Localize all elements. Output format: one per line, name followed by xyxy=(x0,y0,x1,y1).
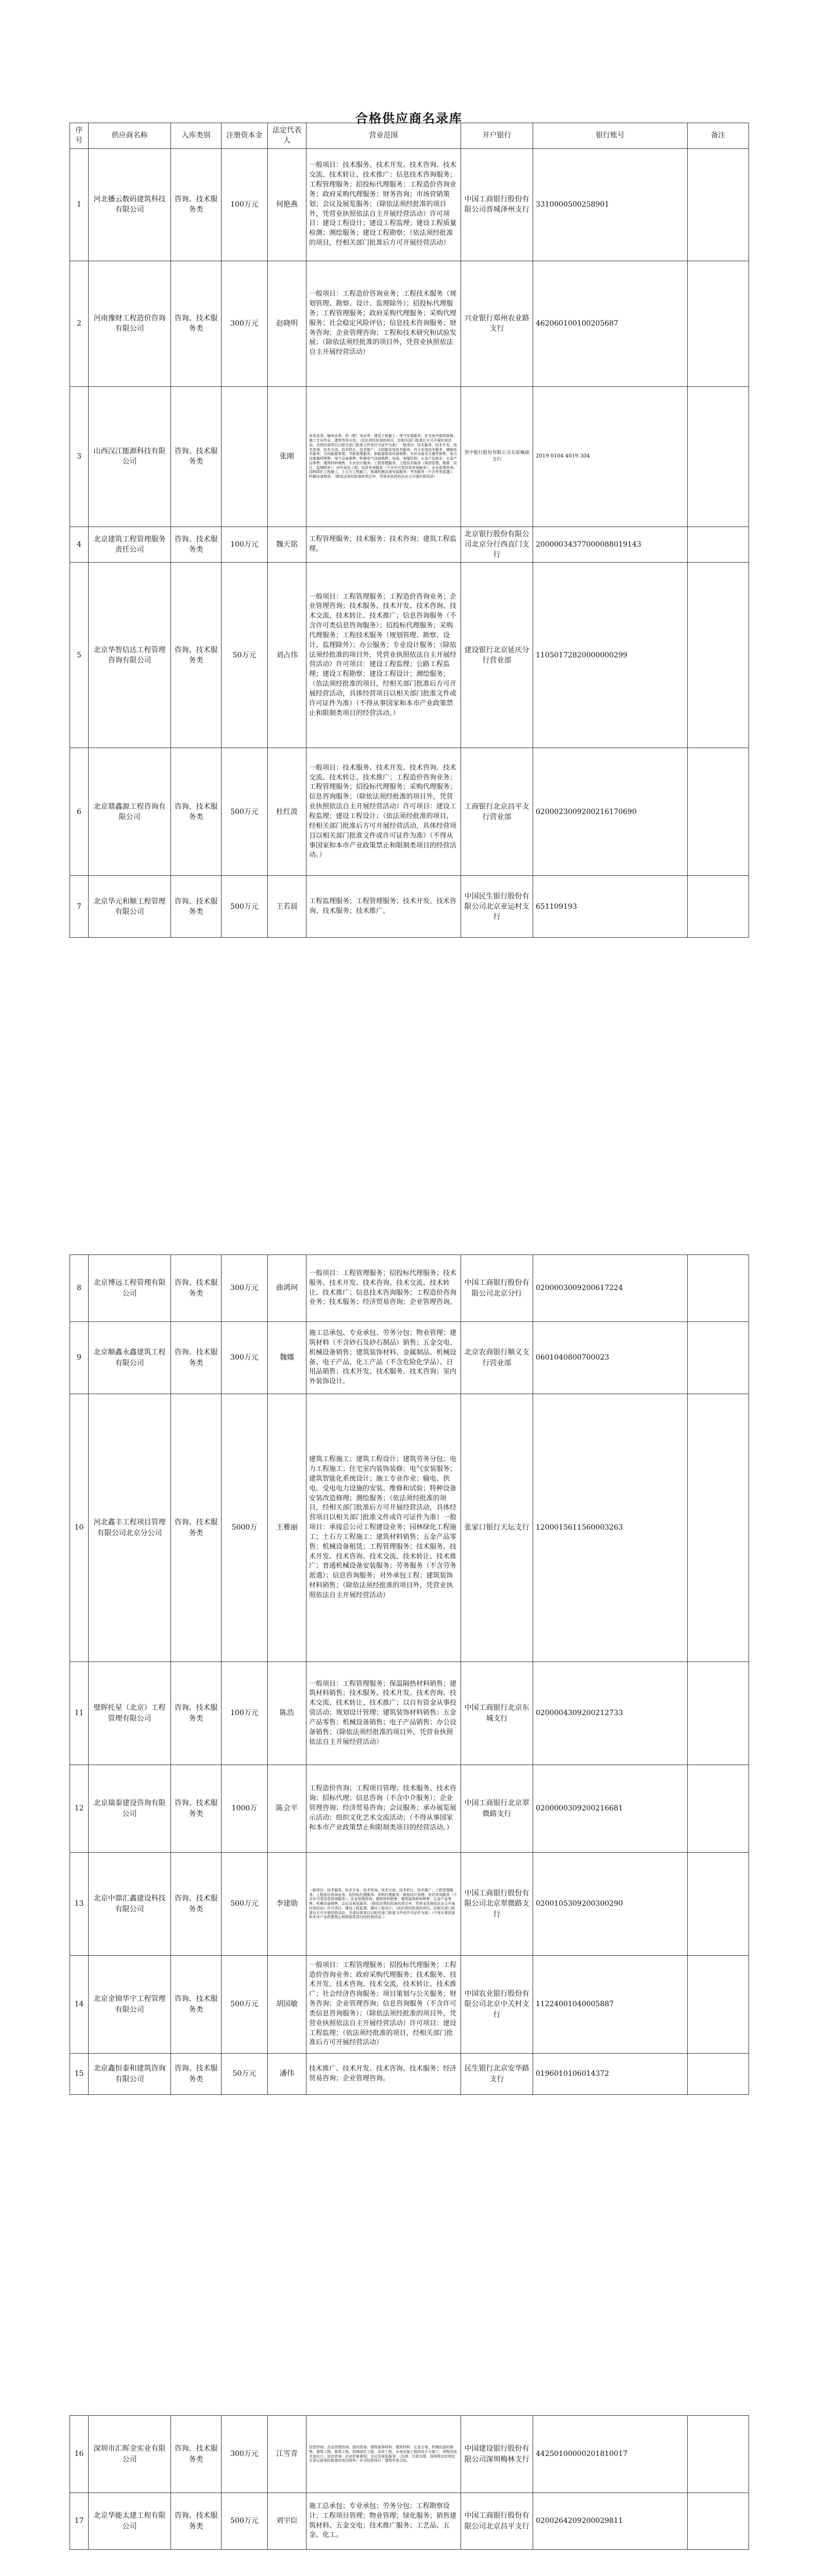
cell-business-scope: 工程造价咨询；工程项目管理；技术服务、技术咨询；招标代理；信息咨询（不含中介服务）；企业管理咨询；经济贸易咨询；会议服务；承办展览展示活动；组织文化艺术交流活动；（不得从事国家和本市产业政策禁止和限制类项目的经营活动。） xyxy=(306,1765,461,1853)
cell-supplier-name: 北京华智信达工程管理咨询有限公司 xyxy=(89,563,171,748)
table-row xyxy=(70,1255,749,1322)
header-name: 供应商名称 xyxy=(89,123,171,149)
header-category: 入库类别 xyxy=(171,123,221,149)
cell-category: 咨询、技术服务类 xyxy=(171,2416,221,2493)
table-header-row xyxy=(70,123,749,149)
cell-account: 11050172820000000299 xyxy=(533,563,688,748)
cell-supplier-name: 河北播云数码建筑科技有限公司 xyxy=(89,148,171,261)
cell-legal-rep: 胡国敏 xyxy=(268,1956,306,2054)
cell-category: 咨询、技术服务类 xyxy=(171,148,221,261)
cell-category: 咨询、技术服务类 xyxy=(171,1662,221,1765)
cell-no: 10 xyxy=(70,1394,89,1662)
cell-capital: 100万元 xyxy=(221,1662,268,1765)
cell-bank: 建设银行北京延庆分行营业部 xyxy=(461,563,533,748)
cell-business-scope: 发电业务、输电业务、供（配）电业务；建设工程施工；电气安装服务；住宅室内装饰装修；施工专业作业；建筑劳务分包。（依法须经批准的项目，经相关部门批准后方可开展经营活动，具体经营项目以相关部门批准文件或许可证件为准）一般项目：技术服务、技术开发、技术咨询、技术交流、技术转让、技术推广；太阳能发电技术服务；风力发电技术服务；储能技术服务；合同能源管理；节能管理服务；新能源原动设备销售；光伏设备及元器件销售；电力设施器材销售；电气设备销售；机械电气设备销售；电线、电缆经营；五金产品批发；五金产品零售；建筑材料销售；专业设计服务；工程管理服务；工程技术服务（规划管理、勘察、设计、监理除外）；对外承包工程；信息咨询服务（不含许可类信息咨询服务）；企业管理咨询；园林绿化工程施工；土石方工程施工；普通机械设备安装服务；劳务服务（不含劳务派遣）；机械设备租赁。（除依法须经批准的项目外，凭营业执照依法自主开展经营活动） xyxy=(306,386,461,527)
table-row xyxy=(70,2054,749,2095)
cell-capital: 5000万 xyxy=(221,1394,268,1662)
header-legal-rep: 法定代表人 xyxy=(268,123,306,149)
cell-supplier-name: 北京建筑工程管理服务责任公司 xyxy=(89,527,171,563)
cell-category: 咨询、技术服务类 xyxy=(171,876,221,938)
cell-supplier-name: 北京金锦华宇工程管理有限公司 xyxy=(89,1956,171,2054)
table-row xyxy=(70,2416,749,2493)
cell-bank: 北京银行股份有限公司北京分行西直门支行 xyxy=(461,527,533,563)
cell-business-scope: 一般项目：技术服务、技术开发、技术咨询、技术交流、技术转让、技术推广；工程造价咨询业务；工程管理服务；招投标代理服务；采购代理服务；信息咨询服务；（除依法须经批准的项目外，凭营业执照依法自主开展经营活动）许可项目：建设工程监理；建设工程设计；（依法须经批准的项目，经相关部门批准后方可开展经营活动，具体经营项目以相关部门批准文件或许可证件为准）（不得从事国家和本市产业政策禁止和限制类项目的经营活动。） xyxy=(306,748,461,876)
table-row xyxy=(70,261,749,386)
cell-no: 6 xyxy=(70,748,89,876)
cell-capital: 1000万 xyxy=(221,1765,268,1853)
cell-supplier-name: 山西汉江能源科技有限公司 xyxy=(89,386,171,527)
cell-business-scope: 一般项目：工程管理服务；保温隔热材料销售；建筑材料销售；技术服务、技术开发、技术咨询、技术交流、技术转让、技术推广；以自有资金从事投资活动；规划设计管理；建筑装饰材料销售；五金产品零售；机械设备销售；电子产品销售；办公设备销售；（除依法须经批准的项目外，凭营业执照依法自主开展经营活动） xyxy=(306,1662,461,1765)
cell-supplier-name: 北京华能太建工程有限公司 xyxy=(89,2493,171,2550)
table-row xyxy=(70,748,749,876)
cell-legal-rep: 张刚 xyxy=(268,386,306,527)
cell-no: 1 xyxy=(70,148,89,261)
cell-note xyxy=(688,2493,749,2550)
supplier-table-page-2 xyxy=(70,1255,749,2095)
cell-account: 0200264209200029811 xyxy=(533,2493,688,2550)
cell-note xyxy=(688,1956,749,2054)
cell-bank: 张家口银行天坛支行 xyxy=(461,1394,533,1662)
cell-business-scope: 一般项目：工程管理服务；招投标代理服务；技术服务、技术开发、技术咨询、技术交流、技术转让、技术推广；信息技术咨询服务；工程造价咨询业务；技术服务；经济贸易咨询；企业管理咨询。 xyxy=(306,1255,461,1322)
table-row xyxy=(70,1956,749,2054)
cell-supplier-name: 河北鑫丰工程项目管理有限公司北京分公司 xyxy=(89,1394,171,1662)
cell-supplier-name: 北京鑫恒泰和建筑咨询有限公司 xyxy=(89,2054,171,2095)
cell-capital: 300万元 xyxy=(221,1322,268,1394)
cell-legal-rep: 何艳燕 xyxy=(268,148,306,261)
cell-supplier-name: 北京华元和顺工程管理有限公司 xyxy=(89,876,171,938)
cell-bank: 中国建设银行股份有限公司深圳梅林支行 xyxy=(461,2416,533,2493)
cell-no: 17 xyxy=(70,2493,89,2550)
cell-business-scope: 技术推广、技术开发、技术咨询、技术服务；经济贸易咨询；企业管理咨询。 xyxy=(306,2054,461,2095)
cell-no: 9 xyxy=(70,1322,89,1394)
header-no: 序号 xyxy=(70,123,89,149)
supplier-table-page-3 xyxy=(70,2415,749,2550)
cell-capital: 100万元 xyxy=(221,527,268,563)
cell-capital: 500万元 xyxy=(221,1956,268,2054)
cell-bank: 中国农业银行股份有限公司北京中关村支行 xyxy=(461,1956,533,2054)
cell-no: 11 xyxy=(70,1662,89,1765)
cell-note xyxy=(688,1853,749,1956)
cell-capital: 100万元 xyxy=(221,148,268,261)
cell-legal-rep: 陈会平 xyxy=(268,1765,306,1853)
cell-note xyxy=(688,1255,749,1322)
cell-bank: 兴业银行郑州农业路支行 xyxy=(461,261,533,386)
cell-account: 0196010106014372 xyxy=(533,2054,688,2095)
cell-no: 16 xyxy=(70,2416,89,2493)
cell-legal-rep: 李建勋 xyxy=(268,1853,306,1956)
cell-capital: 500万元 xyxy=(221,2493,268,2550)
cell-capital: 300万元 xyxy=(221,2416,268,2493)
cell-legal-rep: 曲鸿珂 xyxy=(268,1255,306,1322)
header-account: 银行账号 xyxy=(533,123,688,149)
cell-note xyxy=(688,1394,749,1662)
cell-business-scope: 投资咨询、企业管理咨询、国内贸易；建筑装饰材料、建筑材料、五金交电、机械设备的销售；建筑工程、装饰工程、园林绿化工程、市政工程、水电安装工程的设计与施工；货物及技术进出口；信息咨询；企业形象策划；会议及展览服务；（法律、行政法规、国务院决定规定在登记前须经批准的项目除外）许可经营项目：建筑劳务分包。 xyxy=(306,2416,461,2493)
cell-category: 咨询、技术服务类 xyxy=(171,1322,221,1394)
table-row xyxy=(70,1322,749,1394)
table-row xyxy=(70,1853,749,1956)
table-row xyxy=(70,386,749,527)
cell-account: 0200000309200216681 xyxy=(533,1765,688,1853)
cell-bank: 中国工商银行股份有限公司北京昌平支行 xyxy=(461,2493,533,2550)
cell-note xyxy=(688,563,749,748)
table-row xyxy=(70,2493,749,2550)
cell-no: 2 xyxy=(70,261,89,386)
cell-business-scope: 一般项目：工程管理服务；工程造价咨询业务；企业管理咨询；技术服务、技术开发、技术咨询、技术交流、技术转让、技术推广；信息咨询服务（不含许可类信息咨询服务）；招投标代理服务；采购代理服务；工程技术服务（规划管理、勘察、设计、监理除外）；办公服务；专业设计服务；（除依法须经批准的项目外，凭营业执照依法自主开展经营活动）许可项目：建设工程监理；公路工程监理；建设工程勘察；建设工程设计；测绘服务；（依法须经批准的项目，经相关部门批准后方可开展经营活动，具体经营项目以相关部门批准文件或许可证件为准）（不得从事国家和本市产业政策禁止和限制类项目的经营活动。） xyxy=(306,563,461,748)
cell-note xyxy=(688,527,749,563)
cell-bank: 中国工商银行股份有限公司北京翠微路支行 xyxy=(461,1853,533,1956)
cell-legal-rep: 王若晨 xyxy=(268,876,306,938)
cell-note xyxy=(688,2416,749,2493)
cell-account: 0601040800700023 xyxy=(533,1322,688,1394)
cell-category: 咨询、技术服务类 xyxy=(171,1765,221,1853)
cell-business-scope: 建筑工程施工；建筑工程设计；建筑劳务分包；电力工程施工；住宅室内装饰装修；电气安装服务；建筑智能化系统设计；施工专业作业；输电、供电、受电电力设施的安装、维修和试验；特种设备安装改造修理；测绘服务；（依法须经批准的项目，经相关部门批准后方可开展经营活动，具体经营项目以相关部门批准文件或许可证件为准）一般项目：承接总公司工程建设业务；园林绿化工程施工；土石方工程施工；建筑材料销售；五金产品零售；机械设备租赁；工程管理服务；技术服务、技术开发、技术咨询、技术交流、技术转让、技术推广；普通机械设备安装服务；劳务服务（不含劳务派遣）；信息咨询服务；对外承包工程；建筑装饰材料销售；（除依法须经批准的项目外，凭营业执照依法自主开展经营活动） xyxy=(306,1394,461,1662)
cell-legal-rep: 魏娜 xyxy=(268,1322,306,1394)
cell-supplier-name: 北京顺鑫永鑫建筑工程有限公司 xyxy=(89,1322,171,1394)
cell-supplier-name: 北京瑞泰建设咨询有限公司 xyxy=(89,1765,171,1853)
cell-account: 651109193 xyxy=(533,876,688,938)
document-title: 合格供应商名录库 xyxy=(355,111,463,126)
cell-capital: 500万元 xyxy=(221,876,268,938)
cell-account: 2019 0104 4019 304 xyxy=(533,386,688,527)
cell-note xyxy=(688,876,749,938)
cell-legal-rep: 江雪青 xyxy=(268,2416,306,2493)
cell-legal-rep: 刘宇臣 xyxy=(268,2493,306,2550)
cell-account: 3310000500258901 xyxy=(533,148,688,261)
cell-note xyxy=(688,748,749,876)
cell-legal-rep: 王雅丽 xyxy=(268,1394,306,1662)
cell-no: 8 xyxy=(70,1255,89,1322)
cell-business-scope: 一般项目：工程管理服务；招投标代理服务；工程造价咨询业务；政府采购代理服务；技术服务、技术开发、技术咨询、技术交流、技术转让、技术推广；社会经济咨询服务；项目策划与公关服务；财务咨询；企业管理咨询；信息咨询服务（不含许可类信息咨询服务）；（除依法须经批准的项目外，凭营业执照依法自主开展经营活动）许可项目：建设工程监理；（依法须经批准的项目，经相关部门批准后方可开展经营活动） xyxy=(306,1956,461,2054)
cell-supplier-name: 深圳市汇晖金实业有限公司 xyxy=(89,2416,171,2493)
table-row xyxy=(70,1765,749,1853)
cell-account: 0200023009200216170690 xyxy=(533,748,688,876)
cell-bank: 中国工商银行北京翠微路支行 xyxy=(461,1765,533,1853)
cell-account: 44250100000201810017 xyxy=(533,2416,688,2493)
cell-no: 5 xyxy=(70,563,89,748)
cell-account: 11224001040005887 xyxy=(533,1956,688,2054)
cell-business-scope: 一般项目：技术服务、技术开发、技术咨询、技术交流、技术转让、技术推广；信息技术咨询服务；工程管理服务；招投标代理服务；工程造价咨询业务；政府采购代理服务；财务咨询；市场营销策划；会议及展览服务；（除依法须经批准的项目外，凭营业执照依法自主开展经营活动）许可项目：建设工程设计；建设工程监理；建设工程质量检测；测绘服务；建设工程勘察；（依法须经批准的项目，经相关部门批准后方可开展经营活动） xyxy=(306,148,461,261)
cell-business-scope: 一般项目：技术服务、技术开发、技术咨询、技术交流、技术转让、技术推广；工程管理服务；工程造价咨询业务；招投标代理服务；采购代理服务；规划设计管理；信息咨询服务（不含许可类信息咨询服务）；企业管理咨询；建筑材料销售；建筑装饰材料销售；五金产品零售；机械设备销售；会议及展览服务；（除依法须经批准的项目外，凭营业执照依法自主开展经营活动）许可项目：建设工程监理；建设工程设计；（依法须经批准的项目，经相关部门批准后方可开展经营活动，具体经营项目以相关部门批准文件或许可证件为准）（不得从事国家和本市产业政策禁止和限制类项目的经营活动。） xyxy=(306,1853,461,1956)
table-row xyxy=(70,563,749,748)
cell-no: 3 xyxy=(70,386,89,527)
cell-capital: 50万元 xyxy=(221,2054,268,2095)
cell-category: 咨询、技术服务类 xyxy=(171,748,221,876)
cell-no: 15 xyxy=(70,2054,89,2095)
cell-capital: 500万元 xyxy=(221,1853,268,1956)
cell-category: 咨询、技术服务类 xyxy=(171,1853,221,1956)
cell-capital xyxy=(221,386,268,527)
cell-supplier-name: 北京博远工程管理有限公司 xyxy=(89,1255,171,1322)
cell-category: 咨询、技术服务类 xyxy=(171,2493,221,2550)
cell-business-scope: 工程管理服务；技术服务；技术咨询；建筑工程监理。 xyxy=(306,527,461,563)
table-row xyxy=(70,876,749,938)
cell-bank: 北京农商银行顺义支行营业部 xyxy=(461,1322,533,1394)
cell-note xyxy=(688,1765,749,1853)
cell-business-scope: 施工总承包、专业承包、劳务分包；物业管理；建筑材料（不含砂石及砂石制品）销售；五金交电、机械设备销售；建筑装饰材料、金属制品、机械设备、电子产品、化工产品（不含危险化学品）、日用品销售；技术开发、技术服务、技术咨询；室内外装饰设计。 xyxy=(306,1322,461,1394)
cell-account: 0200105309200300290 xyxy=(533,1853,688,1956)
cell-account: 0200004309200212733 xyxy=(533,1662,688,1765)
cell-supplier-name: 河南豫财工程造价咨询有限公司 xyxy=(89,261,171,386)
cell-note xyxy=(688,2054,749,2095)
cell-capital: 500万元 xyxy=(221,748,268,876)
cell-no: 7 xyxy=(70,876,89,938)
header-capital: 注册资本金 xyxy=(221,123,268,149)
cell-note xyxy=(688,1662,749,1765)
cell-note xyxy=(688,261,749,386)
cell-bank: 工商银行北京昌平支行营业部 xyxy=(461,748,533,876)
cell-supplier-name: 北京中鼎汇鑫建设科技有限公司 xyxy=(89,1853,171,1956)
cell-supplier-name: 北京鼎鑫源工程咨询有限公司 xyxy=(89,748,171,876)
cell-legal-rep: 魏天铭 xyxy=(268,527,306,563)
cell-account: 0200003009200617224 xyxy=(533,1255,688,1322)
cell-legal-rep: 杜红波 xyxy=(268,748,306,876)
cell-bank: 中国工商银行股份有限公司晋城泽州支行 xyxy=(461,148,533,261)
cell-capital: 50万元 xyxy=(221,563,268,748)
cell-legal-rep: 刘占伟 xyxy=(268,563,306,748)
cell-business-scope: 工程监理服务；工程管理服务；技术开发、技术咨询、技术服务；技术推广。 xyxy=(306,876,461,938)
cell-bank: 中国工商银行股份有限公司北京分行 xyxy=(461,1255,533,1322)
cell-note xyxy=(688,386,749,527)
cell-no: 13 xyxy=(70,1853,89,1956)
cell-capital: 300万元 xyxy=(221,1255,268,1322)
cell-category: 咨询、技术服务类 xyxy=(171,2054,221,2095)
cell-no: 4 xyxy=(70,527,89,563)
cell-legal-rep: 潘伟 xyxy=(268,2054,306,2095)
cell-no: 12 xyxy=(70,1765,89,1853)
supplier-table-page-1 xyxy=(70,123,749,938)
cell-category: 咨询、技术服务类 xyxy=(171,1956,221,2054)
cell-category: 咨询、技术服务类 xyxy=(171,563,221,748)
cell-category: 咨询、技术服务类 xyxy=(171,1394,221,1662)
cell-category: 咨询、技术服务类 xyxy=(171,386,221,527)
cell-account: 462060100100205687 xyxy=(533,261,688,386)
cell-account: 1200015611560003263 xyxy=(533,1394,688,1662)
table-row xyxy=(70,148,749,261)
header-note: 备注 xyxy=(688,123,749,149)
cell-business-scope: 施工总承包；专业承包；劳务分包；工程勘察设计；工程项目管理；物业管理；绿化服务；销售建筑材料、五金交电；技术推广服务；工艺品、五金、化工。 xyxy=(306,2493,461,2550)
cell-category: 咨询、技术服务类 xyxy=(171,261,221,386)
cell-no: 14 xyxy=(70,1956,89,2054)
cell-note xyxy=(688,1322,749,1394)
header-scope: 营业范围 xyxy=(306,123,461,149)
cell-category: 咨询、技术服务类 xyxy=(171,1255,221,1322)
table-row xyxy=(70,527,749,563)
cell-bank: 晋中银行股份有限公司太原城南支行 xyxy=(461,386,533,527)
cell-note xyxy=(688,148,749,261)
cell-account: 20000034377000088019143 xyxy=(533,527,688,563)
header-bank: 开户银行 xyxy=(461,123,533,149)
cell-supplier-name: 璧晖托星（北京）工程管理有限公司 xyxy=(89,1662,171,1765)
table-row xyxy=(70,1394,749,1662)
cell-legal-rep: 陈浩 xyxy=(268,1662,306,1765)
cell-bank: 民生银行北京安华路支行 xyxy=(461,2054,533,2095)
cell-category: 咨询、技术服务类 xyxy=(171,527,221,563)
cell-legal-rep: 赵晓明 xyxy=(268,261,306,386)
cell-business-scope: 一般项目：工程造价咨询业务；工程技术服务（规划管理、勘察、设计、监理除外）；招投标代理服务；工程管理服务；政府采购代理服务；采购代理服务；社会稳定风险评估；信息技术咨询服务；财务咨询；企业管理咨询；工程和技术研究和试验发展；（除依法须经批准的项目外，凭营业执照依法自主开展经营活动） xyxy=(306,261,461,386)
cell-bank: 中国工商银行北京东城支行 xyxy=(461,1662,533,1765)
cell-bank: 中国民生银行股份有限公司北京亚运村支行 xyxy=(461,876,533,938)
table-row xyxy=(70,1662,749,1765)
cell-capital: 300万元 xyxy=(221,261,268,386)
